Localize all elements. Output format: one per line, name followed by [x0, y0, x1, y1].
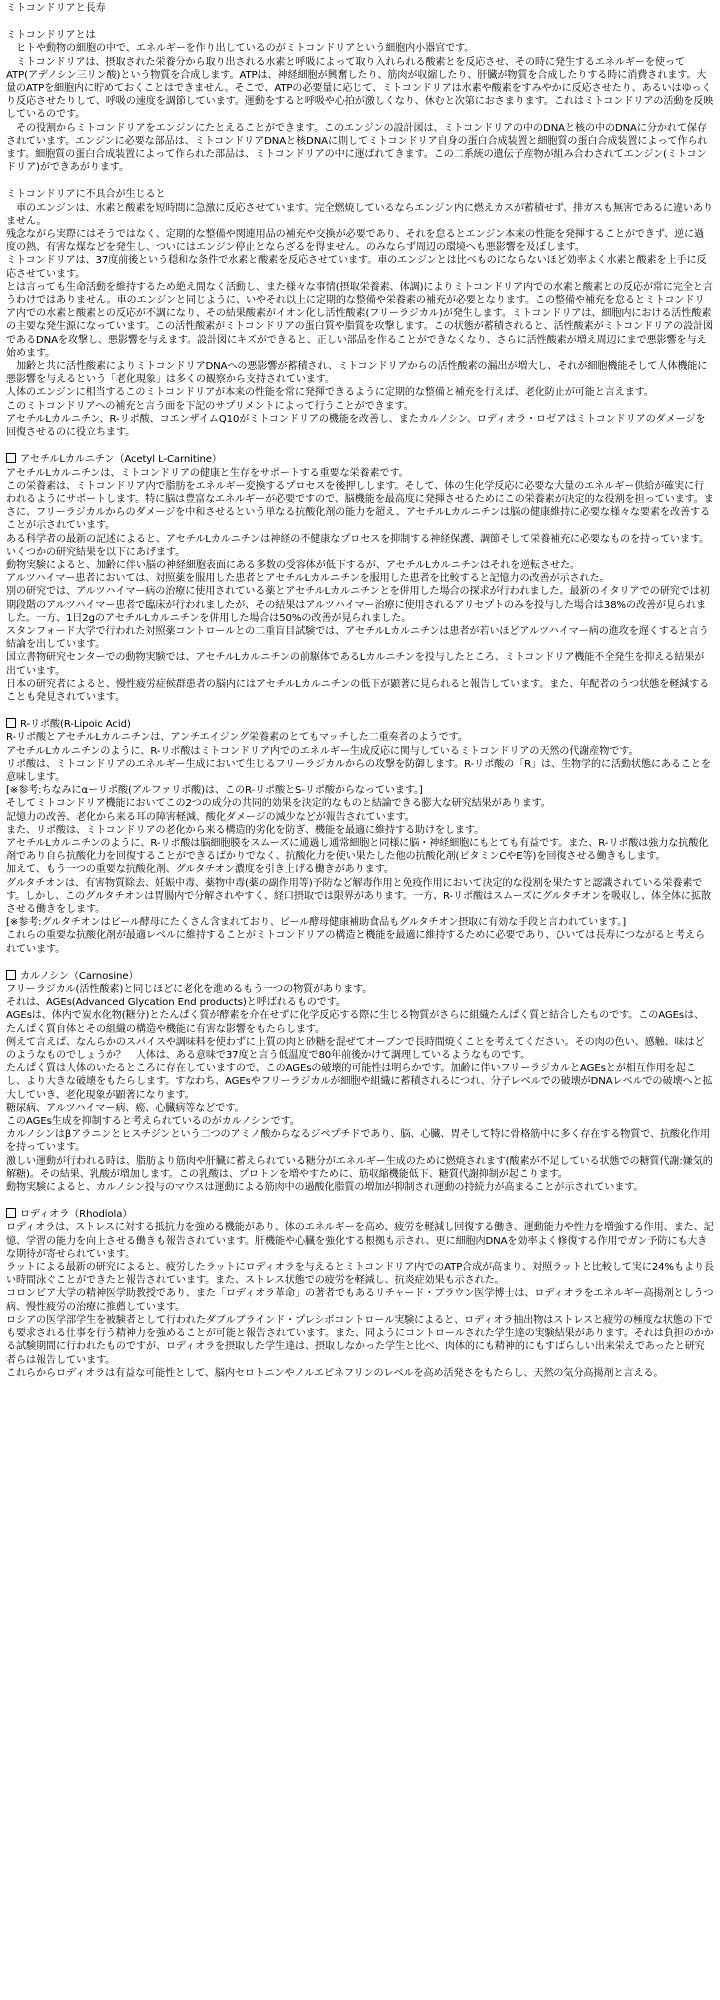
section-paragraph: 激しい運動が行われる時は、脂肪より筋肉や肝臓に蓄えられている糖分がエネルギー生成のために燃焼されます(酸素が不足している状態での糖質代謝:嫌気的解糖)。その結果、乳酸が増加します。この乳酸は、プロトンを増やすために、筋収縮機能低下、糖質代謝抑制が起こります。 [6, 1155, 713, 1180]
section-paragraph: 糖尿病、アルツハイマー病、癌、心臓病等などです。 [6, 1102, 245, 1114]
section-paragraph: 動物実験によると、加齢に伴い脳の神経細胞表面にある多数の受容体が低下するが、アセチルLカルニチンはそれを逆転させた。 [6, 559, 581, 571]
document-section [6, 453, 714, 704]
section-heading-text: ミトコンドリアとは [6, 30, 96, 42]
section-heading-text: カルノシン（Carnosine） [20, 970, 139, 982]
section-paragraph: このAGEs生成を抑制すると考えられているのがカルノシンです。 [6, 1116, 300, 1128]
section-heading [6, 718, 714, 731]
section-paragraph: アセチルLカルニチン、R-リポ酸、コエンザイムQ10がミトコンドリアの機能を改善し、またカルノシン、ロディオラ・ロゼアはミトコンドリアのダメージを回復させるのに役立ちます。 [6, 413, 706, 439]
document-section [6, 188, 714, 439]
section-paragraph: ヒトや動物の細胞の中で、エネルギーを作り出しているのがミトコンドリアという細胞内小器官です。 [6, 43, 475, 55]
section-heading [6, 970, 714, 983]
section-paragraph: ロシアの医学部学生を被験者として行われたダブルブラインド・プレシボコントロール実験によると、ロディオラ抽出物はストレスと疲労の極度な状態の下でも要求される仕事を行う精神力を強めることが可能と報告されています。また、同ようにコントロールされた学生達の実験結果があります。それは負担のかかる試験期間に行われたものですが、ロディオラを摂取した学生達は、摂取しなかった学生と比べ、肉体的にも精神的にもすばらしい出来栄えであったと研究者らは報告しています。 [6, 1314, 714, 1366]
section-paragraph: たんぱく質は人体のいたるところに存在していますので、このAGEsの破壊的可能性は明らかです。加齢に伴いフリーラジカルとAGEsとが相互作用を起こし、より大きな破壊をもたらします。すなわち、AGEsやフリーラジカルが細胞や組織に蓄積されるにつれ、分子レベルでの破壊がDNAレベルでの破壊へと拡大していき、老化現象が顕著になります。 [6, 1063, 713, 1101]
section-paragraph: 残念ながら実際にはそうではなく、定期的な整備や関連用品の補充や交換が必要であり、それを怠るとエンジン本来の性能を発揮することができず、逆に過度の熱、有害な煤などを発生し、ついにはエンジン停止とならざるを得ません。のみならず周辺の環境へも悪影響を及ぼします。 [6, 229, 705, 254]
section-paragraph: カルノシンはβアラニンとヒスチジンという二つのアミノ酸からなるジペプチドであり、脳、心臓、胃そして特に骨格筋中に多く存在する物質で、抗酸化作用を持っています。 [6, 1129, 710, 1154]
checkbox-icon [6, 970, 16, 980]
section-paragraph: 加齢と共に活性酸素によりミトコンドリアDNAへの悪影響が蓄積され、ミトコンドリアからの活性酸素の漏出が増大し、それが細胞機能そして人体機能に悪影響を与えるという「老化現象」は多くの観察から支持されています。 [6, 361, 708, 386]
section-heading-text: R-リポ酸(R-Lipoic Acid) [20, 719, 131, 731]
section-paragraph: アルツハイマー患者においては、対照薬を服用した患者とアセチルLカルニチンを服用した患者を比較すると記憶力の改善が示された。 [6, 573, 610, 585]
checkbox-icon [6, 718, 16, 728]
section-paragraph: これらからロディオラは有益な可能性として、脳内セロトニンやノルエピネフリンのレベルを高め活発さをもたらし、天然の気分高揚剤と言える。 [6, 1367, 664, 1379]
section-paragraph: 記憶力の改善、老化から来る耳の障害軽減、酸化ダメージの減少などが報告されています。 [6, 811, 415, 823]
section-paragraph: とは言っても生命活動を維持するため絶え間なく活動し、また様々な事情(摂取栄養素、体調)によりミトコンドリア内での水素と酸素との反応が常に完全と言うわけではありません。車のエンジンと同じように、いやそれ以上に定期的な整備や栄養素の補充が必要となります。この整備や補充を怠るとミトコンドリア内での水素と酸素との反応が不調になり、その結果酸素がイオン化し活性酸素(フリーラジカル)が発生します。ミトコンドリアは、細胞内における活性酸素の主要な発生源になっています。この活性酸素がミトコンドリアの蛋白質や脂質を攻撃します。この状態が蓄積されると、活性酸素がミトコンドリアの設計図であるDNAを攻撃し、悪影響を与えます。設計図にキズができると、正しい部品を作ることができなくなり、さらに活性酸素が増え周辺にまで悪影響を与え始めます。 [6, 281, 714, 359]
section-paragraph: フリーラジカル(活性酸素)と同じほどに老化を進めるもう一つの物質があります。 [6, 984, 373, 996]
checkbox-icon [6, 453, 16, 463]
section-paragraph: それは、AGEs(Advanced Glycation End products)と呼ばれるものです。 [6, 997, 346, 1009]
section-paragraph: [※参考:ちなみにαーリポ酸(アルファリポ酸)は、このR-リポ酸とS-リポ酸からなっています。] [6, 785, 423, 797]
section-paragraph: 国立書物研究センターでの動物実験では、アセチルLカルニチンの前駆体であるLカルニチンを投与したところ、ミトコンドリア機能不全発生を抑える結果が出ています。 [6, 652, 705, 677]
section-paragraph: ラットによる最新の研究によると、疲労したラットにロディオラを与えるとミトコンドリア内でのATP合成が高まり、対照ラットと比較して実に24%もより長い時間泳ぐことができたと報告されています。また、ストレス状態での疲労を軽減し、抗炎症効果も示された。 [6, 1262, 714, 1287]
document-section [6, 970, 714, 1194]
section-paragraph: 別の研究では、アルツハイマー病の治療に使用されている薬とアセチルLカルニチンとを併用した場合の探求が行われました。最新のイタリアでの研究では初期段階のアルツハイマー患者で臨床が行われましたが、その結果はアルツハイマー治療に使用されるアリセプトのみを投与した場合は38%の改善が見られました。一方、1日2gのアセチルLカルニチンを併用した場合は50%の改善が見られました。 [6, 586, 710, 624]
section-paragraph: 例えて言えば、なんらかのスパイスや調味料を使わずに上質の肉と砂糖を混ぜてオーブンで長時間焼くことを考えてください。その肉の色い、感触、味はどのようなものでしょうか？ 人体は、ある意味で37度と言う低温度で80年前後かけて調理しているようなものです。 [6, 1036, 705, 1062]
document-section [6, 718, 714, 956]
section-paragraph: このミトコンドリアへの補充と言う面を下記のサプリメントによって行うことができます。 [6, 400, 414, 412]
document-section [6, 1208, 714, 1380]
section-paragraph: いくつかの研究結果を以下にあげます。 [6, 546, 186, 558]
section-paragraph: R-リポ酸とアセチルLカルニチンは、アンチエイジング栄養素のとてもマッチした二重奏者のようです。 [6, 732, 468, 744]
section-paragraph: アセチルLカルニチンのように、R-リポ酸は脳細胞膜をスムーズに通過し通常細胞と同様に脳・神経細胞にもとても有益です。また、R-リポ酸は強力な抗酸化剤であり自ら抗酸化力を回復することができるばかりでなく、抗酸化力を使い果たした他の抗酸化剤(ビタミンCやE等)を回復させる働きもします。 [6, 837, 709, 863]
section-paragraph: [※参考:グルタチオンはビール酵母にたくさん含まれており、ビール酵母健康補助食品もグルタチオン摂取に有効な手段と言われています。] [6, 917, 627, 929]
section-paragraph: スタンフォード大学で行われた対照薬コントロールとの二重盲目試験では、アセチルLカルニチンは患者が若いほどアルツハイマー病の進攻を遅くすると言う結論を出しています。 [6, 625, 709, 651]
section-paragraph: リポ酸は、ミトコンドリアのエネルギー生成において生じるフリーラジカルからの攻撃を防御します。R-リポ酸の「R」は、生物学的に活動状態にあることを意味します。 [6, 758, 711, 783]
section-paragraph: ミトコンドリアは、摂取された栄養分から取り出される水素と呼吸によって取り入れられる酸素とを反応させ、その時に発生するエネルギーを使ってATP(アデノシン三リン酸)という物質を合成します。ATPは、神経細胞が興奮したり、筋肉が収縮したり、肝臓が物質を合成したりする時に消費されます。大量のATPを細胞内に貯めておくことはできません。そこで、ATPの必要量に応じて、ミトコンドリアは水素や酸素をすみやかに反応させたり、あるいはゆっくり反応させたりして、呼吸の速度を調節しています。運動をすると呼吸や心拍が激しくなり、休むと次第におさまります。これはミトコンドリアの活動を反映しているのです。 [6, 56, 714, 121]
section-heading [6, 453, 714, 466]
checkbox-icon [6, 1208, 16, 1218]
section-paragraph: コロンビア大学の精神医学助教授であり、また「ロディオラ革命」の著者でもあるリチャード・ブラウン医学博士は、ロディオラをエネルギー高揚剤としうつ病、慢性疲労の治療に推薦しています。 [6, 1288, 714, 1313]
document-section [6, 29, 714, 174]
section-paragraph: ミトコンドリアは、37度前後という穏和な条件で水素と酸素を反応させています。車のエンジンとは比べものにならないほど効率よく水素と酸素を上手に反応させています。 [6, 255, 707, 280]
section-paragraph: 加えて、もう一つの重要な抗酸化剤、グルタチオン濃度を引き上げる働きがあります。 [6, 864, 394, 876]
section-paragraph: そしてミトコンドリア機能においてこの2つの成分の共同的効果を決定的なものと結論できる膨大な研究結果があります。 [6, 798, 551, 810]
section-heading-text: ロディオラ（Rhodiola） [20, 1209, 133, 1221]
section-paragraph: アセチルLカルニチンのように、R-リポ酸はミトコンドリア内でのエネルギー生成反応に関与しているミトコンドリアの天然の代謝産物です。 [6, 745, 639, 757]
document-body [6, 29, 714, 1380]
section-paragraph: 車のエンジンは、水素と酸素を短時間に急激に反応させています。完全燃焼しているならエンジン内に燃えカスが蓄積せず、排ガスも無害であるに違いありません。 [6, 202, 713, 227]
section-paragraph: この栄養素は、ミトコンドリア内で脂肪をエネルギー変換するプロセスを後押しします。そして、体の生化学反応に必要な大量のエネルギー供給が確実に行われるようにサポートします。特に脳は豊富なエネルギーが必要ですので、脳機能を最高度に発揮させるためにこの栄養素が決定的な役割を担っています。まさに、フリーラジカルからのダメージを中和させるという単なる抗酸化剤の能力を超え、アセチルLカルニチンは脳の健康維持に必要な様々な要素を改善することが示されています。 [6, 480, 714, 532]
section-heading [6, 29, 714, 42]
section-heading [6, 1208, 714, 1221]
section-paragraph: また、リポ酸は、ミトコンドリアの老化から来る構造的劣化を防ぎ、機能を最適に維持する助けをします。 [6, 824, 485, 836]
section-paragraph: アセチルLカルニチンは、ミトコンドリアの健康と生存をサポートする重要な栄養素です。 [6, 467, 409, 479]
section-paragraph: AGEsは、体内で炭水化物(糖分)とたんぱく質が酵素を介在せずに化学反応する際に生じる物質がさらに組織たんぱく質と結合したものです。このAGEsは、たんぱく質自体とその組織の構造や機能に有害な影響をもたらします。 [6, 1010, 705, 1035]
section-paragraph: 人体のエンジンに相当するこのミトコンドリアが本来の性能を常に発揮できるように定期的な整備と補充を行えば、老化防止が可能と言えます。 [6, 387, 654, 399]
section-paragraph: 動物実験によると、カルノシン投与のマウスは運動による筋肉中の過酸化脂質の増加が抑制され運動の持続力が高まることが示されています。 [6, 1182, 644, 1194]
section-heading-text: ミトコンドリアに不具合が生じると [6, 189, 166, 201]
document-title: ミトコンドリアと長寿 [6, 3, 106, 14]
section-paragraph: グルタチオンは、有害物質除去、妊娠中毒、薬物中毒(薬の副作用等)予防など解毒作用と免疫作用において決定的な役割を果たすと認識されている栄養素です。しかし、このグルタチオンは胃腸内で分解されやすく、経口摂取では限界があります。一方、R-リポ酸はスムーズにグルタチオンを吸収し、体全体に拡散させる働きをします。 [6, 877, 711, 915]
section-paragraph: その役割からミトコンドリアをエンジンにたとえることができます。このエンジンの設計図は、ミトコンドリアの中のDNAと核の中のDNAに分かれて保存されています。エンジンに必要な部品は、ミトコンドリアDNAと核DNAに則してミトコンドリア自身の蛋白合成装置と細胞質の蛋白合成装置によって作られます。細胞質の蛋白合成装置によって作られた部品は、ミトコンドリアの中に運ばれてきます。この二系統の遺伝子産物が組み合わされてエンジン(ミトコンドリア)ができあがります。 [6, 122, 708, 174]
section-paragraph: 日本の研究者によると、慢性疲労症候群患者の脳内にはアセチルLカルニチンの低下が顕著に見られると報告しています。また、年配者のうつ状態を軽減することも発見されています。 [6, 678, 710, 703]
section-heading-text: アセチルLカルニチン（Acetyl L-Carnitine） [20, 454, 222, 466]
section-paragraph: ある科学者の最新の記述によると、アセチルLカルニチンは神経の不健康なプロセスを抑制する神経保護、調節そして栄養補充に必要なものを持っています。 [6, 533, 710, 545]
section-heading [6, 188, 714, 201]
section-paragraph: これらの重要な抗酸化剤が最適レベルに維持することがミトコンドリアの構造と機能を最適に維持するために必要であり、ひいては長寿につながると考えられています。 [6, 930, 705, 955]
section-paragraph: ロディオラは、ストレスに対する抵抗力を強める機能があり、体のエネルギーを高め、疲労を軽減し回復する働き、運動能力や性力を増強する作用、また、記憶、学習の能力を向上させる働きも報告されています。肝機能や心臓を強化する根拠も示され、更に細胞内DNAを効率よく修復する作用でガン予防にも大きな期待が寄せられています。 [6, 1222, 714, 1260]
